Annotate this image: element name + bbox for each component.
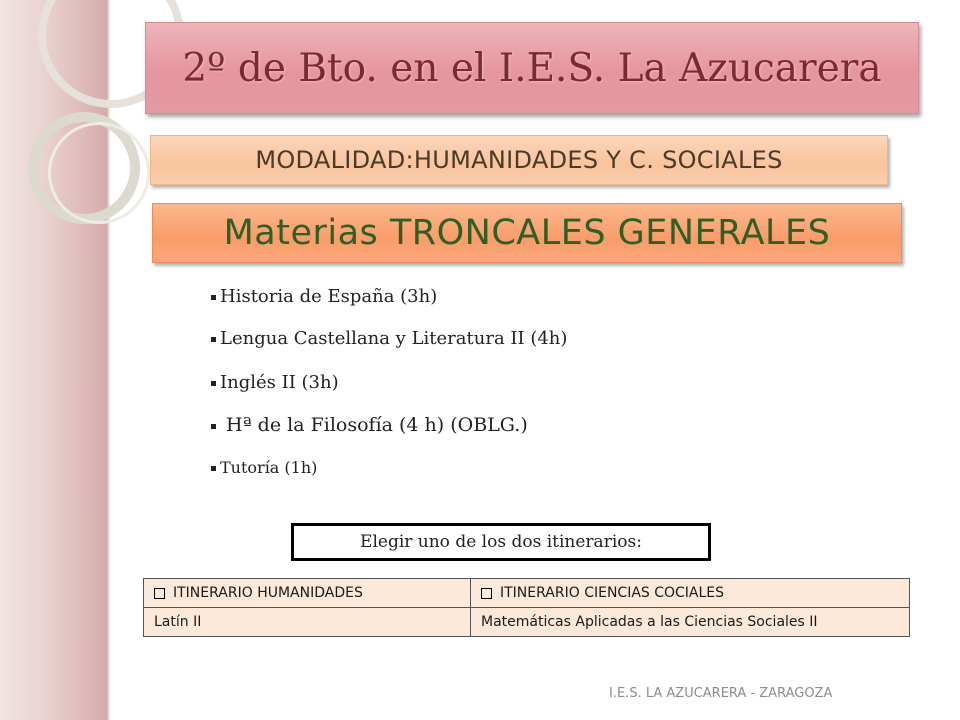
bullet-icon xyxy=(211,295,216,300)
table-header-row xyxy=(144,579,910,608)
bullet-icon xyxy=(211,424,216,429)
subject-item xyxy=(211,286,437,307)
slide-title-box xyxy=(145,22,919,114)
checkbox-icon xyxy=(154,588,165,599)
table-row xyxy=(144,608,910,637)
subject-item xyxy=(211,458,317,477)
decorative-ring-middle-inner xyxy=(48,122,150,224)
left-decorative-band xyxy=(0,0,108,720)
header-text: ITINERARIO CIENCIAS COCIALES xyxy=(500,585,725,601)
header-text: ITINERARIO HUMANIDADES xyxy=(173,585,363,601)
subject-text: Lengua Castellana y Literatura II (4h) xyxy=(220,328,568,349)
slide-title: 2º de Bto. en el I.E.S. La Azucarera xyxy=(182,45,882,91)
modalidad-label: MODALIDAD:HUMANIDADES Y C. SOCIALES xyxy=(255,146,783,174)
footer-text: I.E.S. LA AZUCARERA - ZARAGOZA xyxy=(609,686,833,701)
materias-heading-banner xyxy=(152,203,902,263)
subject-text: Hª de la Filosofía (4 h) (OBLG.) xyxy=(220,414,528,436)
table-cell-matematicas: Matemáticas Aplicadas a las Ciencias Sociales II xyxy=(471,608,910,637)
subject-text: Tutoría (1h) xyxy=(220,458,318,477)
subject-text: Historia de España (3h) xyxy=(220,286,438,307)
materias-heading: Materias TRONCALES GENERALES xyxy=(223,213,831,253)
bullet-icon xyxy=(211,381,216,386)
checkbox-icon xyxy=(481,588,492,599)
subject-text: Inglés II (3h) xyxy=(220,372,339,393)
left-band-edge xyxy=(106,0,110,720)
subject-item xyxy=(211,414,528,436)
subject-item xyxy=(211,372,339,393)
table-header-humanidades xyxy=(144,579,471,608)
table-header-ciencias-sociales xyxy=(471,579,910,608)
bullet-icon xyxy=(211,466,216,471)
table-cell-latin: Latín II xyxy=(144,608,471,637)
modalidad-banner xyxy=(150,135,888,185)
choose-itinerary-box xyxy=(291,523,711,561)
subject-item xyxy=(211,328,567,349)
itinerary-table xyxy=(143,578,910,637)
choose-itinerary-label: Elegir uno de los dos itinerarios: xyxy=(360,532,642,552)
bullet-icon xyxy=(211,337,216,342)
